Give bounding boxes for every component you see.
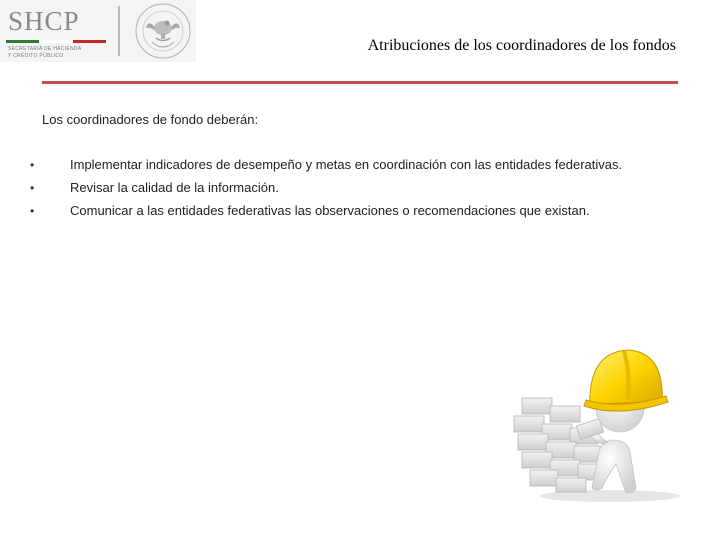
construction-worker-icon <box>500 330 690 505</box>
logo-subtitle-line1: SECRETARÍA DE HACIENDA <box>8 46 82 52</box>
logo-tricolor-line <box>6 40 106 43</box>
bullet-item <box>28 202 674 220</box>
bullet-item <box>28 156 674 174</box>
bullet-item <box>28 179 674 197</box>
bullet-icon: • <box>30 181 35 195</box>
shcp-logo <box>0 0 196 62</box>
mexican-coat-of-arms-icon <box>134 2 192 60</box>
bullet-icon: • <box>30 158 35 172</box>
page-title: Atribuciones de los coordinadores de los fondos <box>367 37 676 54</box>
bullet-text: Revisar la calidad de la información. <box>70 180 279 195</box>
logo-divider <box>118 6 120 56</box>
title-underline <box>42 81 678 84</box>
bullet-text: Comunicar a las entidades federativas las observaciones o recomendaciones que existan. <box>70 203 590 218</box>
bullet-list <box>28 156 674 225</box>
bullet-text: Implementar indicadores de desempeño y metas en coordinación con las entidades federativas. <box>70 157 623 172</box>
logo-wordmark: SHCP <box>8 6 80 36</box>
intro-text: Los coordinadores de fondo deberán: <box>42 112 259 127</box>
bullet-icon: • <box>30 204 35 218</box>
logo-subtitle-line2: Y CRÉDITO PÚBLICO <box>8 53 64 59</box>
